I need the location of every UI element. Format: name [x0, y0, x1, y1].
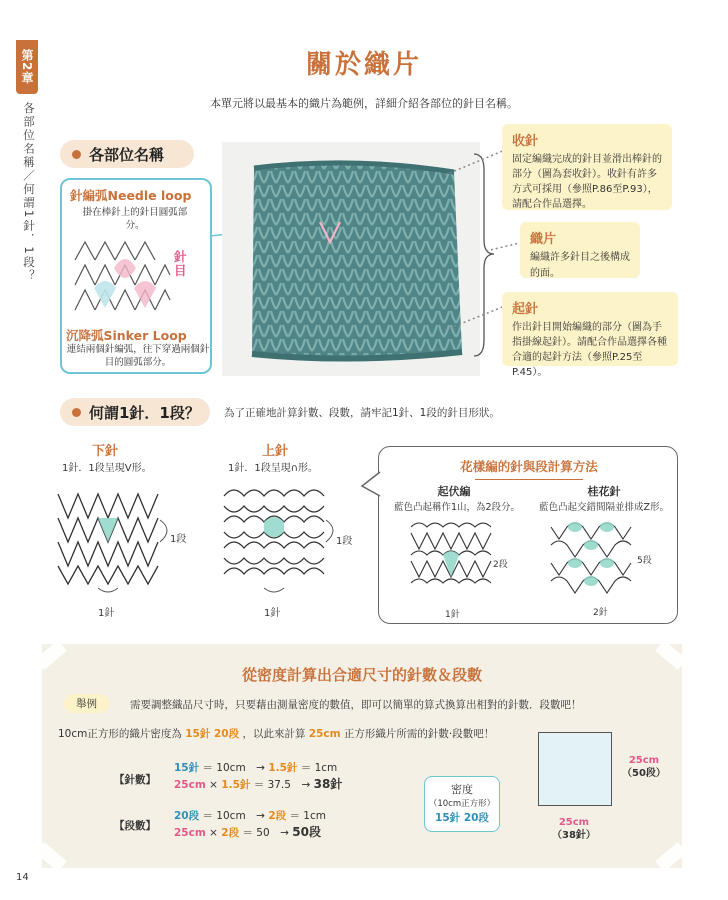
density-section: [42, 644, 682, 868]
pointer-caston: [440, 300, 510, 340]
stitch-count-label: 【針數】: [114, 774, 156, 786]
example-tag: 舉例: [64, 694, 109, 713]
section2-desc: 為了正確地計算針數、段數，請牢記1針、1段的針目形狀。: [224, 407, 500, 419]
moss-diagram: [549, 519, 633, 599]
section-heading-stitch-row: 何謂1針．1段？: [60, 398, 210, 426]
page-number: 14: [16, 872, 29, 883]
note-fabric-text: 編織許多針目之後構成的面。: [530, 252, 630, 279]
needle-loop-title: 針編弧Needle loop: [70, 188, 192, 203]
note-caston-text: 作出針目開始編織的部分（圖為手指掛線起針）。請配合作品選擇各種合適的起針方法（參照P.25至P.45）。: [512, 322, 667, 378]
square-height-label: 25cm （50段）: [622, 755, 666, 779]
note-bindoff: [502, 124, 672, 210]
note-caston: [502, 292, 678, 378]
tape-decoration: [35, 842, 67, 872]
pointer-bindoff: [440, 140, 510, 180]
needle-loop-diagram: [70, 240, 174, 320]
rib-stitch-label: 1針: [445, 610, 460, 620]
pattern-calc-box: [378, 446, 678, 624]
sinker-loop-desc: 連結兩個針編弧，往下穿過兩個針目的圓弧部分。: [66, 344, 210, 368]
knit-desc: 1針．1段呈現V形。: [62, 463, 152, 474]
moss-row-label: 5段: [637, 556, 652, 566]
chapter-side-title: 各部位名稱／何謂1針．1段？: [22, 102, 36, 283]
gauge-box: [424, 776, 500, 832]
stitch-line2: 25cm × 1.5針 ＝ 37.5 → 38針: [174, 777, 343, 791]
bullet-icon: [72, 150, 81, 159]
gauge-value: 15針 20段: [435, 812, 489, 824]
page-subtitle: 本單元將以最基本的織片為範例，詳細介紹各部位的針目名稱。: [210, 97, 518, 110]
pattern-box-title: 花樣編的針與段計算方法: [460, 459, 598, 474]
row-line1: 20段 ＝ 10cm → 2段 ＝ 1cm: [174, 810, 326, 822]
example-text: 需要調整織品尺寸時，只要藉由測量密度的數值，即可以簡單的算式換算出相對的針數．段數吧！: [130, 699, 582, 711]
note-bindoff-text: 固定編織完成的針目並滑出棒針的部分（圖為套收針）。收針有許多方式可採用（參照P.86至P.93），請配合作品選擇。: [512, 154, 662, 210]
row-line2: 25cm × 2段 ＝ 50 → 50段: [174, 825, 321, 839]
note-caston-title: 起針: [512, 302, 539, 317]
purl-desc: 1針．1段呈現∩形。: [228, 463, 319, 474]
stitch-line1: 15針 ＝ 10cm → 1.5針 ＝ 1cm: [174, 762, 338, 774]
moss-stitch-label: 2針: [593, 608, 608, 618]
speech-tail: [360, 470, 382, 500]
needle-loop-callout: [60, 178, 212, 374]
section-heading-parts: 各部位名稱: [60, 140, 194, 168]
density-title: 從密度計算出合適尺寸的針數＆段數: [241, 666, 482, 684]
purl-row-label: 1段: [336, 536, 353, 547]
knit-row-label: 1段: [170, 534, 187, 545]
density-intro: 10cm正方形的織片密度為 15針 20段 ，以此來計算 25cm 正方形織片所需的針數·段數吧！: [58, 728, 495, 740]
rib-title: 起伏編: [437, 485, 471, 498]
note-bindoff-title: 收針: [512, 134, 539, 149]
tape-decoration: [655, 842, 687, 872]
square-diagram: [538, 732, 612, 806]
note-fabric: [520, 222, 640, 278]
stitch-label: 針目: [174, 249, 187, 278]
purl-title: 上針: [262, 444, 289, 459]
sinker-loop-title: 沉降弧Sinker Loop: [66, 328, 187, 343]
knit-title: 下針: [92, 444, 119, 459]
needle-loop-desc: 掛在棒針上的針目圓弧部分。: [82, 207, 188, 231]
moss-desc: 藍色凸起交錯間隔並排成Z形。: [538, 502, 669, 513]
bullet-icon: [72, 408, 81, 417]
chapter-tab: 第2章: [16, 40, 38, 94]
gauge-sub: （10cm正方形）: [428, 799, 496, 809]
rib-diagram: [409, 519, 493, 599]
knit-diagram: [56, 484, 186, 600]
row-count-label: 【段數】: [114, 820, 156, 832]
gauge-title: 密度: [451, 783, 473, 796]
rib-desc: 藍色凸起稱作1山，為2段分。: [393, 502, 521, 513]
purl-stitch-label: 1針: [264, 608, 281, 619]
square-width-label: 25cm （38針）: [552, 817, 596, 841]
rib-row-label: 2段: [493, 560, 508, 570]
note-fabric-title: 織片: [530, 232, 557, 247]
page-title: 關於織片: [305, 50, 422, 80]
moss-title: 桂花針: [587, 485, 621, 498]
purl-diagram: [222, 484, 352, 600]
knit-stitch-label: 1針: [98, 608, 115, 619]
